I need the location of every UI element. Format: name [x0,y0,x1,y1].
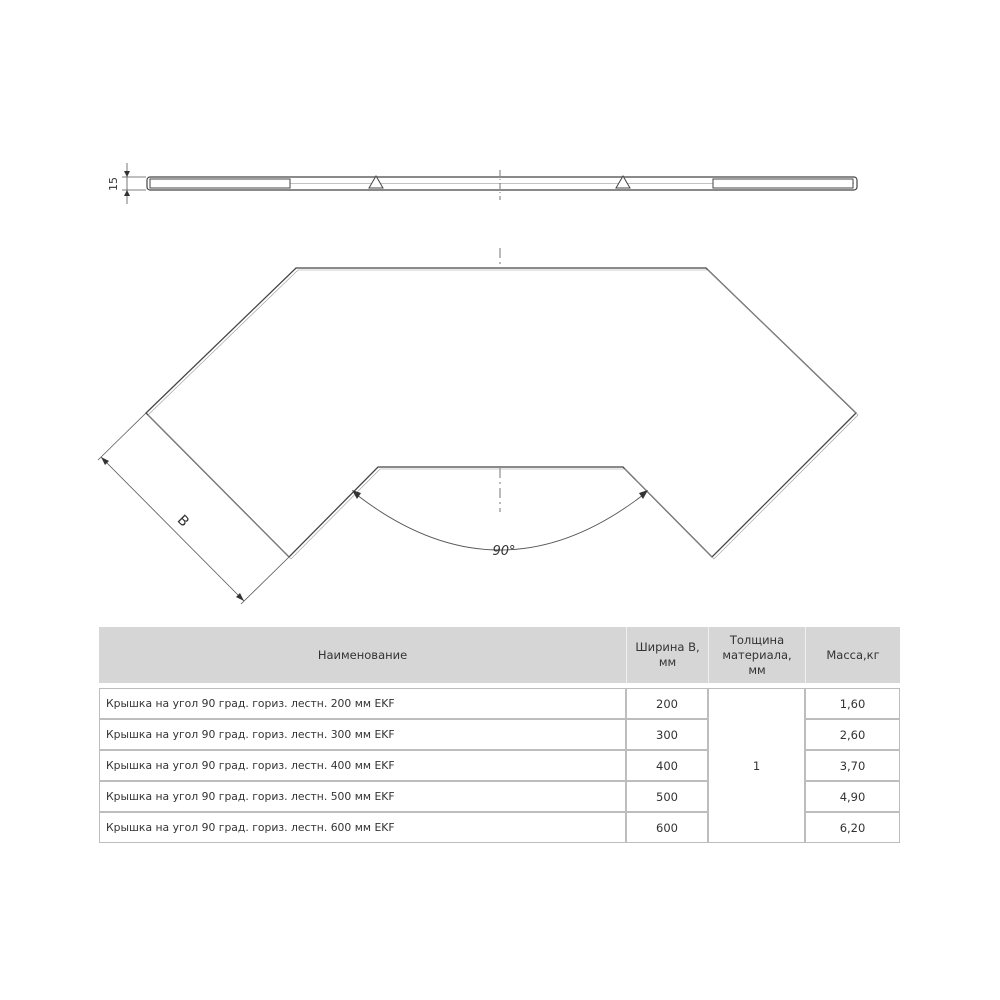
cell-name: Крышка на угол 90 град. гориз. лестн. 500 мм EKF [99,781,626,812]
cell-width: 400 [626,750,708,781]
cell-thickness: 1 [708,688,805,843]
cell-mass: 2,60 [805,719,900,750]
cell-name: Крышка на угол 90 град. гориз. лестн. 600 мм EKF [99,812,626,843]
cell-name: Крышка на угол 90 град. гориз. лестн. 200 мм EKF [99,688,626,719]
side-view [107,163,857,204]
header-thickness: Толщина материала, мм [708,627,805,683]
header-mass: Масса,кг [805,627,900,683]
cell-mass: 1,60 [805,688,900,719]
table-header-row [99,627,900,683]
plan-view [98,248,858,604]
cell-name: Крышка на угол 90 град. гориз. лестн. 400 мм EKF [99,750,626,781]
cell-width: 500 [626,781,708,812]
cell-mass: 6,20 [805,812,900,843]
cell-name: Крышка на угол 90 град. гориз. лестн. 300 мм EKF [99,719,626,750]
table-row [99,688,900,719]
cell-mass: 3,70 [805,750,900,781]
specification-table [99,627,900,843]
width-label: B [173,512,192,531]
thickness-dimension [107,163,146,204]
cell-width: 600 [626,812,708,843]
cell-mass: 4,90 [805,781,900,812]
cell-width: 300 [626,719,708,750]
angle-label: 90° [492,544,516,559]
cell-width: 200 [626,688,708,719]
header-width: Ширина B, мм [626,627,708,683]
angle-dimension [352,490,648,559]
header-name: Наименование [99,627,626,683]
side-view-right-flange [713,179,853,188]
thickness-label: 15 [107,177,120,191]
side-view-left-flange [150,179,290,188]
corner-cover-outline [146,268,856,557]
